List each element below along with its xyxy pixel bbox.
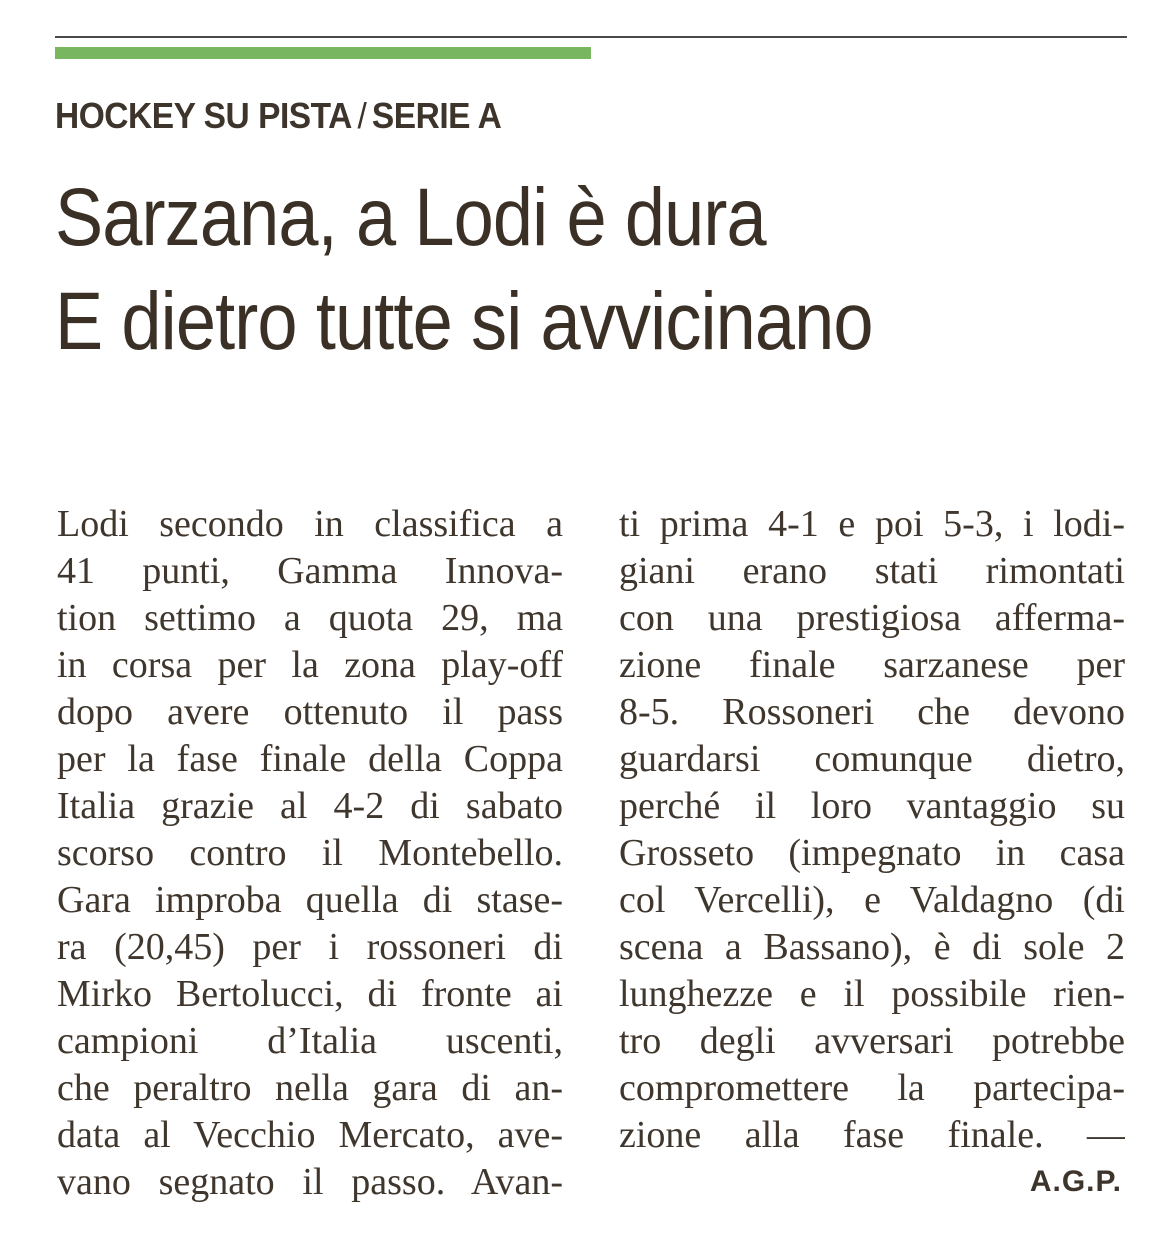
body-line: scena a Bassano), è di sole 2 (619, 926, 1125, 968)
body-line: 8-5. Rossoneri che devono (619, 691, 1125, 733)
body-line: tion settimo a quota 29, ma (57, 597, 563, 639)
body-line: data al Vecchio Mercato, ave- (57, 1114, 563, 1156)
body-line: dopo avere ottenuto il pass (57, 691, 563, 733)
body-line: ti prima 4-1 e poi 5-3, i lodi- (619, 503, 1125, 545)
body-line: 41 punti, Gamma Innova- (57, 550, 563, 592)
body-line: in corsa per la zona play-off (57, 644, 563, 686)
kicker-section: HOCKEY SU PISTA (55, 95, 352, 136)
body-line: vano segnato il passo. Avan- (57, 1161, 563, 1203)
kicker-league: SERIE A (371, 95, 502, 136)
article-column-left (57, 501, 563, 1206)
body-line: lunghezze e il possibile rien- (619, 973, 1125, 1015)
body-line: giani erano stati rimontati (619, 550, 1125, 592)
body-line: compromettere la partecipa- (619, 1067, 1125, 1109)
body-line: Lodi secondo in classifica a (57, 503, 563, 545)
headline-line-1: Sarzana, a Lodi è dura (55, 172, 766, 263)
section-kicker (55, 94, 501, 138)
body-line: Italia grazie al 4-2 di sabato (57, 785, 563, 827)
body-line: Mirko Bertolucci, di fronte ai (57, 973, 563, 1015)
headline (55, 166, 1155, 374)
body-line: scorso contro il Montebello. (57, 832, 563, 874)
body-line: ra (20,45) per i rossoneri di (57, 926, 563, 968)
body-line: zione finale sarzanese per (619, 644, 1125, 686)
body-line: Gara improba quella di stase- (57, 879, 563, 921)
author-signature: A.G.P. (1029, 1165, 1122, 1198)
body-line: zione alla fase finale. — (619, 1114, 1125, 1156)
kicker-separator: / (357, 95, 367, 136)
body-line: perché il loro vantaggio su (619, 785, 1125, 827)
body-line: per la fase finale della Coppa (57, 738, 563, 780)
section-accent-bar (55, 47, 591, 59)
article-column-right (619, 501, 1125, 1159)
headline-line-2: E dietro tutte si avvicinano (55, 276, 873, 367)
body-line: che peraltro nella gara di an- (57, 1067, 563, 1109)
body-line: guardarsi comunque dietro, (619, 738, 1125, 780)
body-line: con una prestigiosa afferma- (619, 597, 1125, 639)
body-line: Grosseto (impegnato in casa (619, 832, 1125, 874)
top-rule (55, 36, 1127, 38)
body-line: tro degli avversari potrebbe (619, 1020, 1125, 1062)
body-line: col Vercelli), e Valdagno (di (619, 879, 1125, 921)
body-line: campioni d’Italia uscenti, (57, 1020, 563, 1062)
